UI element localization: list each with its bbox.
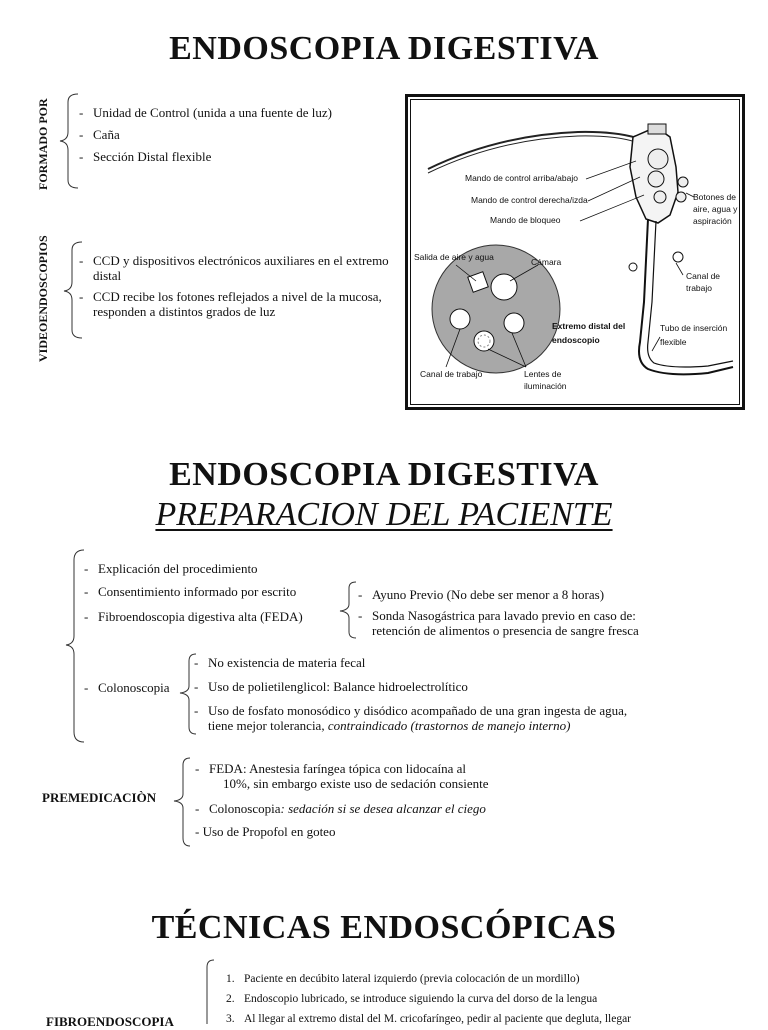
label-canal-1: Canal de (686, 271, 721, 281)
step-1: 1. Paciente en decúbito lateral izquierdo (previa colocación de un mordillo) (226, 973, 580, 985)
label-canal-2: trabajo (686, 283, 712, 293)
prep-item-3: - Fibroendoscopia digestiva alta (FEDA) (84, 609, 303, 624)
label-lentes-2: iluminación (524, 381, 567, 391)
label-botones-2: aire, agua y (693, 204, 738, 214)
prep-item-1: - Explicación del procedimiento (84, 561, 258, 576)
label-mando-derecha: Mando de control derecha/izda (471, 195, 588, 205)
label-tubo-2: flexible (660, 337, 687, 347)
premed-item-3: - Uso de Propofol en goteo (195, 824, 336, 839)
formado-item-3: - Sección Distal flexible (79, 149, 212, 164)
label-lentes-1: Lentes de (524, 369, 562, 379)
premed-brace (170, 756, 194, 848)
feda-item-1: - Ayuno Previo (No debe ser menor a 8 horas) (358, 587, 605, 602)
label-extremo-2: endoscopio (552, 335, 600, 345)
section3-title: TÉCNICAS ENDOSCÓPICAS (151, 909, 617, 946)
formado-item-2: - Caña (79, 127, 120, 142)
feda-brace (336, 580, 360, 640)
video-item-1: - CCD y dispositivos electrónicos auxiliares en el extremo distal (79, 253, 389, 283)
prep-item-2: - Consentimiento informado por escrito (84, 584, 297, 599)
fibroendoscopia-label: FIBROENDOSCOPIA (46, 1014, 174, 1029)
formado-por-label: FORMADO POR (36, 98, 50, 190)
colono-item-1: - No existencia de materia fecal (194, 655, 366, 670)
label-tubo-1: Tubo de inserción (660, 323, 728, 333)
feda-item-2: - Sonda Nasogástrica para lavado previo en caso de: retención de alimentos o presencia de sangre fresca (358, 608, 639, 638)
prep-brace (62, 548, 88, 744)
label-salida: Salida de aire y agua (414, 252, 494, 262)
step-3: 3. Al llegar al extremo distal del M. cricofaríngeo, pedir al paciente que degluta, llegar (226, 1013, 632, 1025)
colono-item-3: - Uso de fosfato monosódico y disódico acompañado de una gran ingesta de agua, tiene mejor tolerancia, contraindicado (trastornos de manejo interno) (194, 703, 628, 733)
label-botones-1: Botones de (693, 192, 737, 202)
endoscope-diagram (405, 94, 745, 410)
premedicacion-label: PREMEDICACIÒN (42, 790, 157, 805)
label-camara: Cámara (531, 257, 562, 267)
video-item-2: - CCD recibe los fotones reflejados a nivel de la mucosa, responden a distintos grados de luz (79, 289, 382, 319)
label-extremo-1: Extremo distal del (552, 321, 626, 331)
section1-title: ENDOSCOPIA DIGESTIVA (169, 30, 599, 67)
prep-item-4: - Colonoscopia (84, 680, 170, 695)
colono-item-2: - Uso de polietilenglicol: Balance hidroelectrolítico (194, 679, 468, 694)
formado-item-1: - Unidad de Control (unida a una fuente de luz) (79, 105, 332, 120)
label-canal-de-trabajo: Canal de trabajo (420, 369, 483, 379)
step-2: 2. Endoscopio lubricado, se introduce siguiendo la curva del dorso de la lengua (226, 993, 598, 1005)
label-mando-bloqueo: Mando de bloqueo (490, 215, 561, 225)
label-mando-arriba: Mando de control arriba/abajo (465, 173, 578, 183)
videoendoscopios-label: VIDEOENDOSCOPIOS (36, 235, 50, 362)
section2-title: ENDOSCOPIA DIGESTIVA (169, 456, 599, 493)
premed-item-1: - FEDA: Anestesia faríngea tópica con lidocaína al 10%, sin embargo existe uso de sedación consiente (195, 761, 489, 791)
premed-item-2: - Colonoscopia: sedación si se desea alcanzar el ciego (195, 801, 486, 816)
tecnicas-brace (196, 958, 218, 1028)
label-botones-3: aspiración (693, 216, 732, 226)
section2-subtitle: PREPARACION DEL PACIENTE (155, 496, 613, 533)
